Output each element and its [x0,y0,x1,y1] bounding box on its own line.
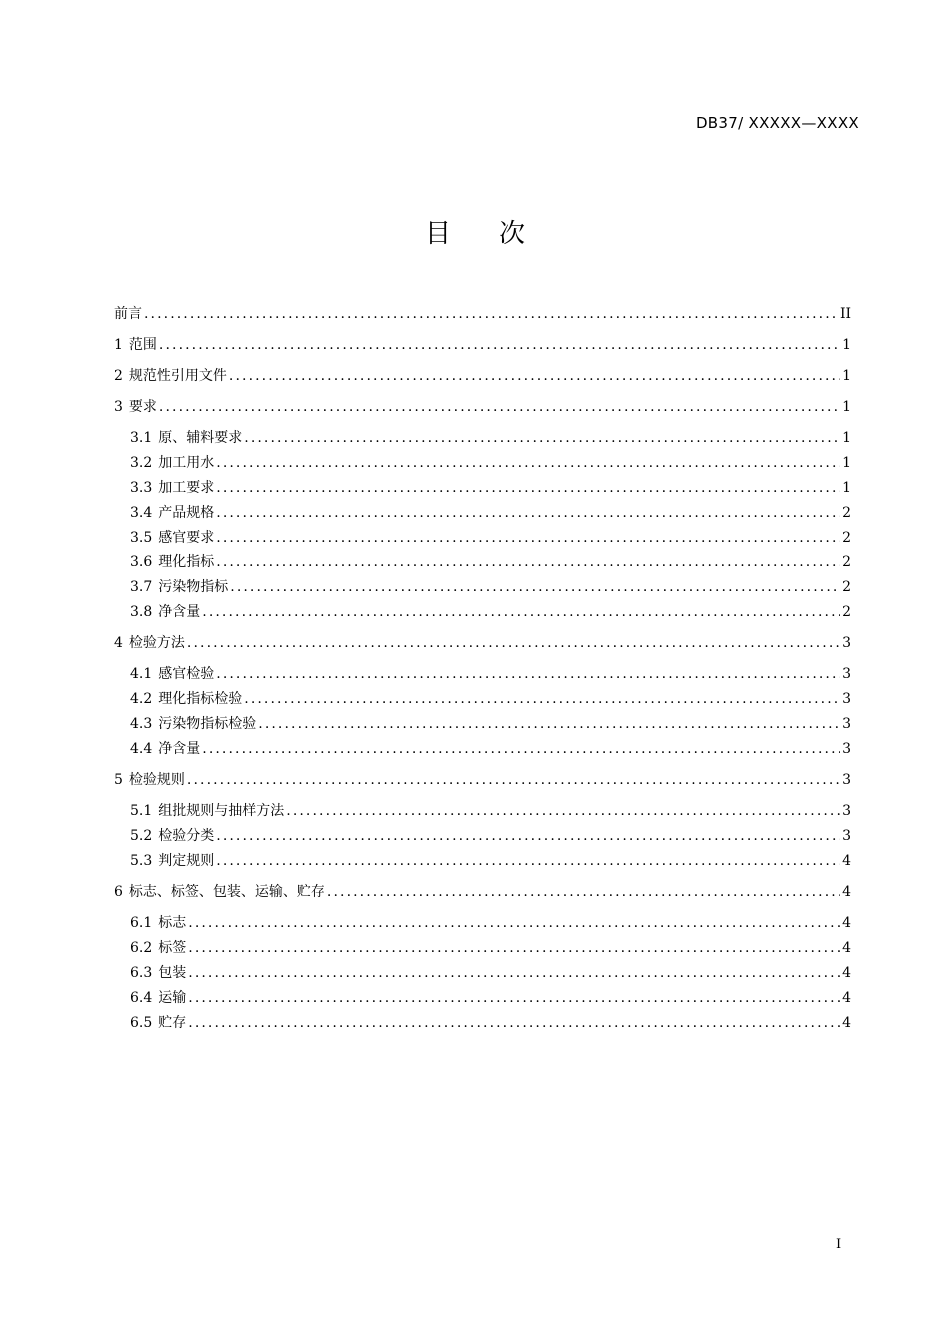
toc-entry-number: 4.4 [130,741,153,757]
toc-entry[interactable] [114,335,851,355]
toc-entry-number: 3.7 [130,579,153,595]
toc-entry-page: 4 [842,990,851,1006]
toc-entry[interactable] [130,714,851,734]
toc-entry-page: 4 [842,853,851,869]
toc-entry-number: 6.3 [130,965,153,981]
toc-entry[interactable] [114,397,851,417]
toc-entry-number: 6.5 [130,1015,153,1031]
toc-entry-label: 标志 [158,915,187,931]
toc-entry-label: 检验规则 [128,772,185,788]
toc-entry-label: 感官检验 [158,666,215,682]
toc-entry-number: 4.1 [130,666,153,682]
toc-entry[interactable] [130,913,851,933]
toc-entry-label: 组批规则与抽样方法 [158,803,285,819]
toc-entry-page: 3 [842,666,851,682]
toc-entry-label: 检验方法 [128,635,185,651]
toc-entry-page: II [839,306,851,322]
toc-entry-number: 3 [114,399,123,415]
toc-leader-dots [216,503,840,523]
toc-leader-dots [202,739,840,759]
toc-entry[interactable] [130,664,851,684]
toc-entry-number: 5.3 [130,853,153,869]
toc-entry-number: 3.8 [130,604,153,620]
toc-leader-dots [144,304,838,324]
toc-entry-number: 4.3 [130,716,153,732]
toc-entry-label: 净含量 [158,604,201,620]
toc-entry[interactable] [114,633,851,653]
toc-entry[interactable] [114,882,851,902]
toc-entry-label: 加工要求 [158,480,215,496]
page-number: I [836,1237,842,1252]
toc-entry-page: 3 [842,635,851,651]
toc-leader-dots [188,913,840,933]
toc-entry-page: 2 [842,530,851,546]
toc-entry-label: 净含量 [158,741,201,757]
toc-entry[interactable] [130,988,851,1008]
toc-leader-dots [159,335,840,355]
toc-entry-label: 感官要求 [158,530,215,546]
toc-leader-dots [216,552,840,572]
toc-leader-dots [187,633,840,653]
toc-entry-label: 理化指标检验 [158,691,243,707]
toc-entry-page: 1 [842,430,851,446]
title-char-1: 目 [424,219,451,249]
toc-entry[interactable] [114,366,851,386]
toc-entry-page: 1 [842,399,851,415]
toc-entry-label: 标志、标签、包装、运输、贮存 [128,884,325,900]
toc-entry-page: 3 [842,716,851,732]
toc-entry-number: 2 [114,368,123,384]
toc-entry-page: 3 [842,772,851,788]
toc-entry-label: 产品规格 [158,505,215,521]
toc-entry[interactable] [130,689,851,709]
toc-entry-number: 5.2 [130,828,153,844]
toc-entry-page: 3 [842,828,851,844]
toc-leader-dots [216,664,840,684]
toc-leader-dots [229,366,840,386]
toc-entry[interactable] [114,304,851,324]
toc-entry-page: 2 [842,579,851,595]
toc-entry[interactable] [130,826,851,846]
toc-entry-page: 1 [842,480,851,496]
toc-entry-number: 4.2 [130,691,153,707]
toc-entry-page: 3 [842,691,851,707]
toc-entry-page: 1 [842,455,851,471]
toc-entry-label: 判定规则 [158,853,215,869]
toc-entry-number: 3.2 [130,455,153,471]
toc-entry-page: 2 [842,604,851,620]
toc-entry-page: 4 [842,1015,851,1031]
toc-entry-page: 3 [842,803,851,819]
toc-leader-dots [188,938,840,958]
toc-entry-label: 要求 [128,399,157,415]
toc-entry[interactable] [130,503,851,523]
toc-entry-number: 3.3 [130,480,153,496]
toc-leader-dots [216,453,840,473]
toc-entry-label: 污染物指标检验 [158,716,257,732]
toc-leader-dots [159,397,840,417]
toc-entry[interactable] [130,801,851,821]
toc-entry[interactable] [114,770,851,790]
toc-entry-label: 标签 [158,940,187,956]
toc-entry-number: 3.4 [130,505,153,521]
toc-leader-dots [188,963,840,983]
title-char-2: 次 [499,219,526,249]
toc-entry-page: 3 [842,741,851,757]
toc-entry-number: 5 [114,772,123,788]
toc-entry-label: 检验分类 [158,828,215,844]
toc-leader-dots [188,1013,840,1033]
toc-leader-dots [187,770,840,790]
toc-entry-number: 1 [114,337,123,353]
toc-entry-label: 规范性引用文件 [128,368,227,384]
toc-entry-label: 运输 [158,990,187,1006]
toc-leader-dots [286,801,840,821]
toc-entry-label: 贮存 [158,1015,187,1031]
toc-entry-label: 污染物指标 [158,579,229,595]
toc-entry-number: 3.5 [130,530,153,546]
toc-entry-page: 4 [842,915,851,931]
page-title [0,213,950,250]
toc-entry-label: 前言 [114,306,142,322]
toc-entry[interactable] [130,602,851,622]
toc-entry-label: 范围 [128,337,157,353]
toc-entry[interactable] [130,552,851,572]
toc-entry[interactable] [130,453,851,473]
toc-leader-dots [327,882,840,902]
toc-entry-page: 4 [842,965,851,981]
toc-entry-number: 4 [114,635,123,651]
toc-leader-dots [230,577,840,597]
toc-leader-dots [216,528,840,548]
toc-entry-number: 6.1 [130,915,153,931]
toc-leader-dots [244,428,840,448]
toc-entry-label: 包装 [158,965,187,981]
toc-entry-page: 1 [842,337,851,353]
toc-entry[interactable] [130,1013,851,1033]
toc-leader-dots [216,478,840,498]
toc-entry[interactable] [130,528,851,548]
toc-entry[interactable] [130,963,851,983]
toc-leader-dots [258,714,840,734]
toc-entry-number: 6 [114,884,123,900]
toc-entry-page: 4 [842,940,851,956]
toc-entry[interactable] [130,739,851,759]
toc-leader-dots [244,689,840,709]
toc-entry-number: 3.6 [130,554,153,570]
toc-entry-number: 5.1 [130,803,153,819]
toc-entry[interactable] [130,428,851,448]
toc-leader-dots [188,988,840,1008]
toc-entry-label: 加工用水 [158,455,215,471]
document-code: DB37/ XXXXX—XXXX [695,114,859,132]
toc-entry[interactable] [130,478,851,498]
toc-entry-number: 6.2 [130,940,153,956]
toc-entry[interactable] [130,577,851,597]
toc-entry-page: 2 [842,554,851,570]
toc-entry[interactable] [130,851,851,871]
toc-leader-dots [216,826,840,846]
toc-entry-number: 3.1 [130,430,153,446]
toc-entry[interactable] [130,938,851,958]
toc-entry-page: 1 [842,368,851,384]
toc-entry-page: 4 [842,884,851,900]
toc-entry-page: 2 [842,505,851,521]
toc-leader-dots [202,602,840,622]
toc-entry-number: 6.4 [130,990,153,1006]
toc-leader-dots [216,851,840,871]
toc-entry-label: 理化指标 [158,554,215,570]
toc-entry-label: 原、辅料要求 [158,430,243,446]
